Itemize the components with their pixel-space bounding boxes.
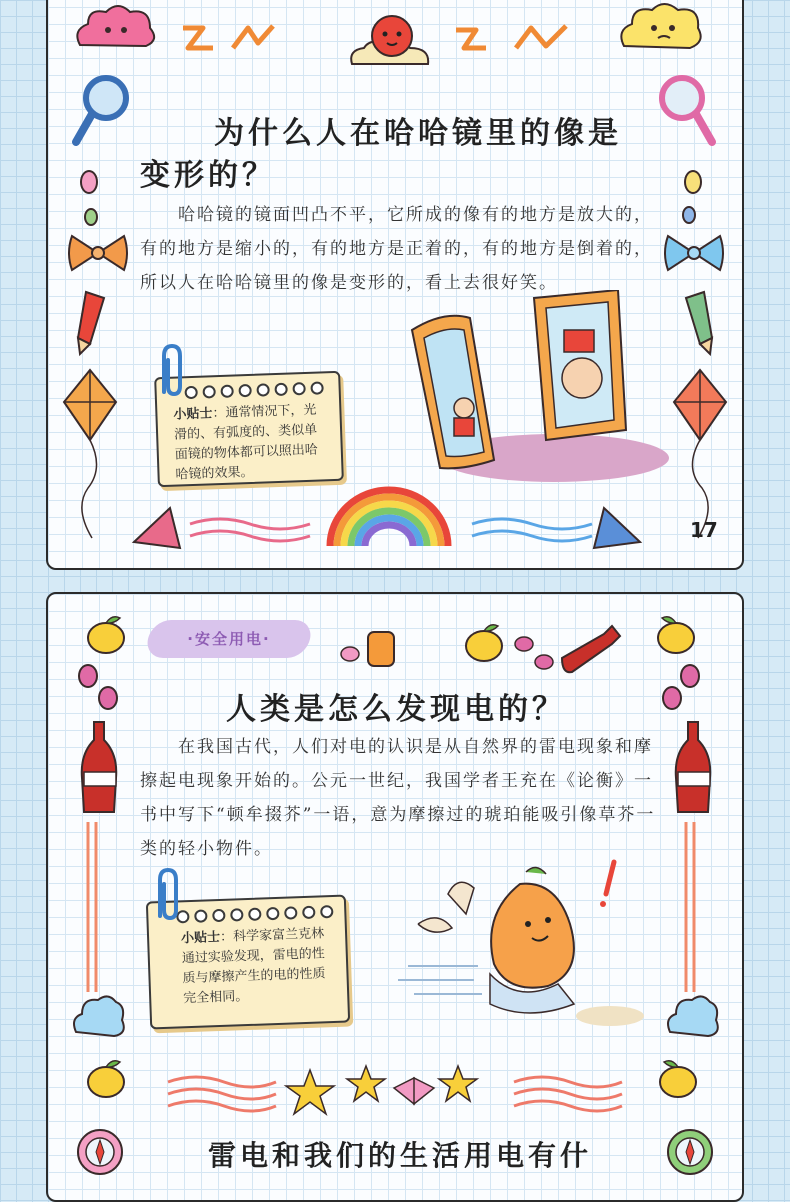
wave-decor-icon — [510, 1070, 626, 1116]
stripe-decor-icon — [682, 822, 702, 992]
dot-decor-icon — [84, 208, 98, 226]
party-hat-icon — [130, 502, 320, 552]
star-icon — [282, 1064, 502, 1124]
magnifier-icon — [70, 72, 132, 152]
mirror-icon — [412, 316, 494, 469]
tip-label: 小贴士 — [180, 929, 221, 947]
compass-icon — [664, 1120, 716, 1180]
candy-icon — [340, 624, 410, 672]
lemon-icon — [84, 612, 128, 656]
lemon-icon — [654, 1056, 702, 1100]
page-title: 人类是怎么发现电的？ — [226, 692, 566, 727]
tip-text — [157, 394, 342, 496]
next-section-title: 雷电和我们的生活用电有什 — [208, 1139, 593, 1172]
party-hat-icon — [468, 502, 644, 552]
cloud-icon — [664, 990, 720, 1040]
page-title: 为什么人在哈哈镜里的像是 — [214, 116, 622, 151]
wave-decor-icon — [164, 1070, 280, 1116]
kite-icon — [60, 368, 120, 548]
pencil-icon — [678, 288, 718, 358]
page-17 — [46, 0, 744, 570]
article-paragraph: 在我国古代，人们对电的认识是从自然界的雷电现象和摩擦起电现象开始的。公元一世纪，我国学者王充在《论衡》一书中写下“顿牟掇芥”一语，意为摩擦过的琥珀能吸引像草芥一类的轻小物件。 — [140, 737, 656, 859]
egg-character-icon — [378, 854, 648, 1044]
dot-decor-icon — [98, 686, 118, 710]
rainbow-icon — [324, 484, 454, 550]
category-badge — [144, 620, 314, 658]
cola-bottle-icon — [70, 718, 126, 818]
cloud-icon — [70, 0, 160, 55]
dot-decor-icon — [662, 686, 682, 710]
tip-body: ：科学家富兰克林通过实验发现，雷电的性质与摩擦产生的电的性质完全相同。 — [181, 926, 326, 1007]
cloud-icon — [70, 990, 126, 1040]
lemon-icon — [460, 620, 510, 666]
compass-icon — [74, 1120, 126, 1180]
dot-decor-icon — [682, 206, 696, 224]
page-18 — [46, 592, 744, 1202]
dot-decor-icon — [80, 170, 98, 194]
paperclip-icon — [152, 342, 188, 402]
bow-icon — [66, 230, 130, 276]
zigzag-decor-icon — [446, 18, 596, 58]
lemon-icon — [82, 1056, 130, 1100]
mirror-icon — [534, 290, 626, 440]
tip-body: ：通常情况下，光滑的、有弧度的、类似单面镜的物体都可以照出哈哈镜的效果。 — [173, 402, 319, 483]
bow-icon — [662, 230, 726, 276]
tip-text — [149, 918, 348, 1021]
sun-character-icon — [344, 4, 444, 74]
tip-label: 小贴士 — [173, 406, 213, 423]
cola-bottle-icon — [510, 614, 630, 678]
pencil-icon — [72, 288, 112, 358]
page-title-continued: 变形的？ — [140, 158, 276, 193]
paperclip-icon — [148, 866, 184, 926]
magnifier-icon — [656, 72, 718, 152]
zigzag-decor-icon — [178, 18, 298, 58]
mirror-illustration — [404, 290, 674, 490]
lemon-icon — [654, 612, 698, 656]
category-label: ·安全用电· — [187, 630, 271, 648]
page-number: 17 — [690, 518, 718, 542]
dot-decor-icon — [680, 664, 700, 688]
stripe-decor-icon — [84, 822, 104, 992]
dot-decor-icon — [78, 664, 98, 688]
cola-bottle-icon — [664, 718, 720, 818]
cloud-icon — [616, 0, 706, 56]
dot-decor-icon — [684, 170, 702, 194]
article-paragraph: 哈哈镜的镜面凹凸不平，它所成的像有的地方是放大的，有的地方是缩小的，有的地方是正着的，有的地方是倒着的，所以人在哈哈镜里的像是变形的，看上去很好笑。 — [140, 205, 653, 293]
